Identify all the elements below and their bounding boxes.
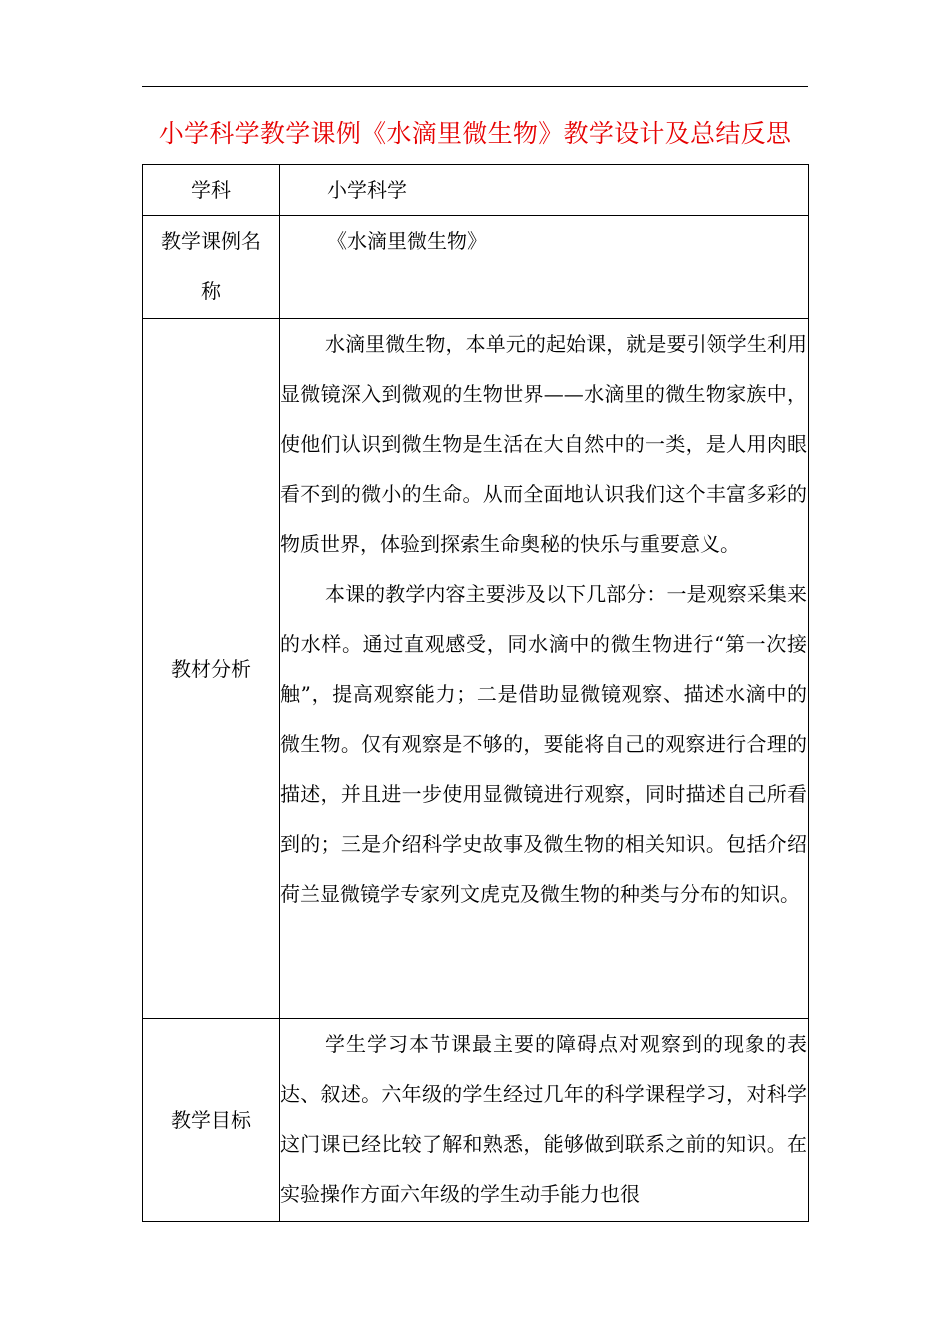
subject-label: 学科 xyxy=(143,165,280,216)
lesson-name-label-line1: 教学课例名 xyxy=(161,229,261,253)
subject-value: 小学科学 xyxy=(327,178,407,202)
lesson-name-value: 《水滴里微生物》 xyxy=(327,229,487,253)
document-title: 小学科学教学课例《水滴里微生物》教学设计及总结反思 xyxy=(158,119,792,148)
table-row-lesson-name xyxy=(143,216,809,319)
teaching-goals-label: 教学目标 xyxy=(143,1019,280,1222)
teaching-goals-paragraph-1: 学生学习本节课最主要的障碍点对观察到的现象的表达、叙述。六年级的学生经过几年的科学课程学习，对科学这门课已经比较了解和熟悉，能够做到联系之前的知识。在实验操作方面六年级的学生动手能力也很 xyxy=(280,1032,807,1206)
material-analysis-label: 教材分析 xyxy=(143,319,280,1019)
lesson-info-table xyxy=(142,164,809,1222)
lesson-name-value-cell xyxy=(280,216,809,319)
table-row-material-analysis xyxy=(143,319,809,1019)
table-row-teaching-goals xyxy=(143,1019,809,1222)
header-rule xyxy=(142,86,808,87)
material-analysis-paragraph-1: 水滴里微生物，本单元的起始课，就是要引领学生利用显微镜深入到微观的生物世界——水滴里的微生物家族中，使他们认识到微生物是生活在大自然中的一类，是人用肉眼看不到的微小的生命。从而全面地认识我们这个丰富多彩的物质世界，体验到探索生命奥秘的快乐与重要意义。 xyxy=(280,332,807,556)
material-analysis-paragraph-2: 本课的教学内容主要涉及以下几部分：一是观察采集来的水样。通过直观感受，同水滴中的微生物进行“第一次接触”，提高观察能力；二是借助显微镜观察、描述水滴中的微生物。仅有观察是不够的，要能将自己的观察进行合理的描述，并且进一步使用显微镜进行观察，同时描述自己所看到的；三是介绍科学史故事及微生物的相关知识。包括介绍荷兰显微镜学专家列文虎克及微生物的种类与分布的知识。 xyxy=(280,582,807,906)
teaching-goals-cell xyxy=(280,1019,809,1222)
subject-value-cell xyxy=(280,165,809,216)
table-row-subject xyxy=(143,165,809,216)
lesson-name-label-cell xyxy=(143,216,280,319)
lesson-name-label-line2: 称 xyxy=(201,279,221,303)
material-analysis-cell xyxy=(280,319,809,1019)
